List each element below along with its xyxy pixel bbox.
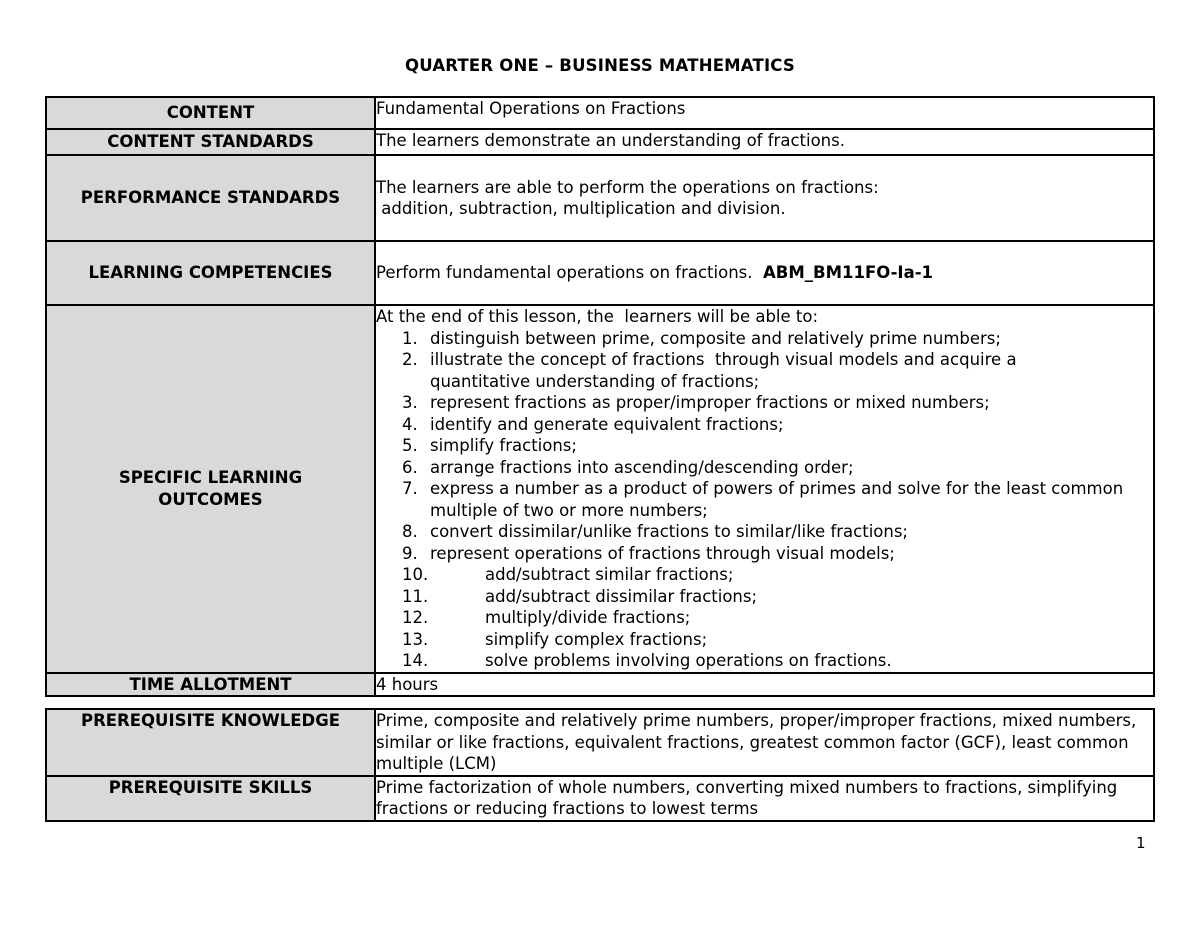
item-number: 9. bbox=[402, 543, 418, 563]
item-text: add/subtract similar fractions; bbox=[485, 565, 734, 584]
time-allotment-label: TIME ALLOTMENT bbox=[46, 673, 375, 697]
outcomes-list bbox=[376, 328, 1153, 672]
item-number: 5. bbox=[402, 436, 418, 455]
learning-competencies-label: LEARNING COMPETENCIES bbox=[46, 241, 375, 305]
content-standards-value: The learners demonstrate an understanding of fractions. bbox=[375, 129, 1154, 155]
list-item bbox=[376, 543, 1153, 565]
item-text: identify and generate equivalent fractions; bbox=[430, 414, 784, 434]
competency-code: ABM_BM11FO-Ia-1 bbox=[763, 263, 934, 283]
row-specific-outcomes bbox=[46, 305, 1154, 673]
item-number: 3. bbox=[402, 393, 418, 412]
outcomes-intro: At the end of this lesson, the learners will be able to: bbox=[376, 307, 819, 326]
page-number: 1 bbox=[1136, 834, 1146, 852]
list-item bbox=[376, 586, 1153, 608]
prerequisite-knowledge-value: Prime, composite and relatively prime numbers, proper/improper fractions, mixed numbers, similar or like fractions, equivalent fractions, greatest common factor (GCF), least common multiple (LCM) bbox=[375, 709, 1154, 776]
specific-outcomes-label bbox=[46, 305, 375, 673]
item-text: convert dissimilar/unlike fractions to similar/like fractions; bbox=[430, 522, 908, 541]
item-text: multiply/divide fractions; bbox=[485, 608, 691, 627]
item-number: 2. bbox=[402, 350, 418, 369]
row-prerequisite-skills bbox=[46, 776, 1154, 821]
item-text: represent operations of fractions through visual models; bbox=[430, 543, 895, 563]
item-number: 11. bbox=[402, 586, 429, 606]
item-number: 4. bbox=[402, 414, 418, 434]
content-standards-label: CONTENT STANDARDS bbox=[46, 129, 375, 155]
list-item bbox=[376, 435, 1153, 457]
prerequisites-table bbox=[45, 708, 1155, 822]
list-item bbox=[376, 457, 1153, 479]
specific-outcomes-value bbox=[375, 305, 1154, 673]
list-item bbox=[376, 392, 1153, 414]
item-text: distinguish between prime, composite and relatively prime numbers; bbox=[430, 328, 1001, 348]
row-learning-competencies bbox=[46, 241, 1154, 305]
document-title: QUARTER ONE – BUSINESS MATHEMATICS bbox=[405, 56, 795, 75]
row-performance-standards bbox=[46, 155, 1154, 241]
row-content bbox=[46, 97, 1154, 129]
performance-standards-line1: The learners are able to perform the operations on fractions: bbox=[376, 177, 879, 197]
item-text: represent fractions as proper/improper fractions or mixed numbers; bbox=[430, 393, 990, 412]
item-number: 6. bbox=[402, 457, 418, 477]
list-item bbox=[376, 328, 1153, 350]
performance-standards-label: PERFORMANCE STANDARDS bbox=[46, 155, 375, 241]
item-text: simplify fractions; bbox=[430, 436, 577, 455]
row-prerequisite-knowledge bbox=[46, 709, 1154, 776]
item-number: 1. bbox=[402, 328, 418, 348]
time-allotment-value: 4 hours bbox=[375, 673, 1154, 697]
list-item bbox=[376, 629, 1153, 651]
item-text: solve problems involving operations on fractions. bbox=[485, 651, 892, 670]
specific-outcomes-label-line2: OUTCOMES bbox=[158, 489, 263, 509]
content-value: Fundamental Operations on Fractions bbox=[375, 97, 1154, 129]
content-label: CONTENT bbox=[46, 97, 375, 129]
performance-standards-line2: addition, subtraction, multiplication and division. bbox=[376, 199, 786, 218]
item-number: 10. bbox=[402, 565, 429, 584]
item-text: illustrate the concept of fractions through visual models and acquire a quantitative understanding of fractions; bbox=[430, 350, 1022, 391]
list-item bbox=[376, 478, 1153, 521]
row-time-allotment bbox=[46, 673, 1154, 697]
item-text: add/subtract dissimilar fractions; bbox=[485, 586, 758, 606]
list-item bbox=[376, 521, 1153, 543]
row-content-standards bbox=[46, 129, 1154, 155]
item-number: 13. bbox=[402, 629, 429, 649]
item-number: 14. bbox=[402, 651, 429, 670]
item-number: 8. bbox=[402, 522, 418, 541]
list-item bbox=[376, 564, 1153, 586]
item-number: 7. bbox=[402, 479, 418, 498]
learning-competencies-text: Perform fundamental operations on fractions. bbox=[376, 263, 753, 283]
item-text: express a number as a product of powers of primes and solve for the least common multiple of two or more numbers; bbox=[430, 479, 1124, 520]
lesson-overview-table bbox=[45, 96, 1155, 697]
prerequisite-skills-label: PREREQUISITE SKILLS bbox=[46, 776, 375, 821]
list-item bbox=[376, 607, 1153, 629]
list-item bbox=[376, 414, 1153, 436]
item-text: simplify complex fractions; bbox=[485, 629, 708, 649]
list-item bbox=[376, 650, 1153, 672]
list-item bbox=[376, 349, 1153, 392]
specific-outcomes-label-line1: SPECIFIC LEARNING bbox=[118, 468, 303, 488]
item-number: 12. bbox=[402, 608, 429, 627]
performance-standards-value bbox=[375, 155, 1154, 241]
item-text: arrange fractions into ascending/descending order; bbox=[430, 457, 854, 477]
prerequisite-skills-value: Prime factorization of whole numbers, converting mixed numbers to fractions, simplifying fractions or reducing fractions to lowest terms bbox=[375, 776, 1154, 821]
prerequisite-knowledge-label: PREREQUISITE KNOWLEDGE bbox=[46, 709, 375, 776]
learning-competencies-value bbox=[375, 241, 1154, 305]
